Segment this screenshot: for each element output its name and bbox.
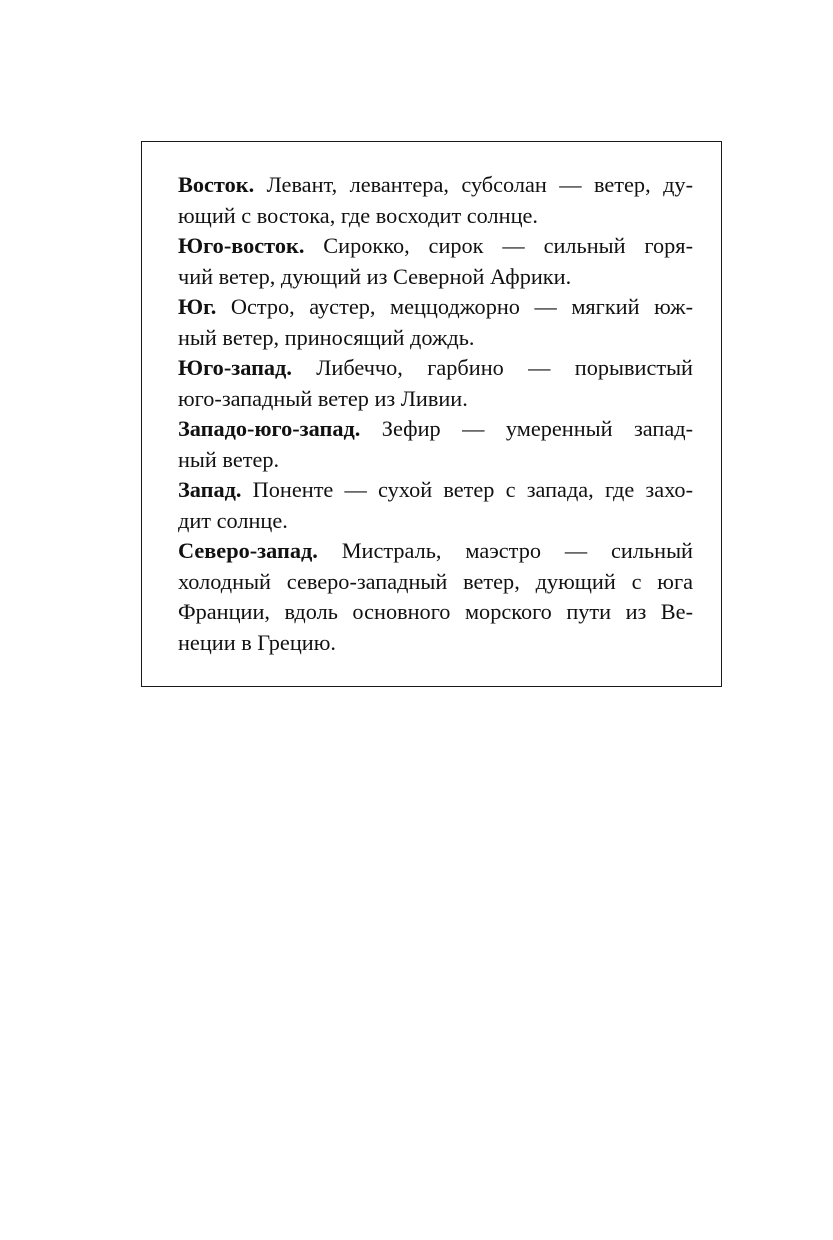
entry-text: Зефир — умеренный запад- — [360, 416, 693, 441]
entry-text: Либеччо, гарбино — порывистый — [291, 355, 693, 380]
entry-line: юго-западный ветер из Ливии. — [178, 385, 468, 411]
entry-term: Юго-запад. — [178, 355, 292, 380]
entry-line — [178, 536, 693, 567]
entry-term: Запад. — [178, 477, 242, 502]
entry-northwest — [178, 536, 693, 658]
entry-line: чий ветер, дующий из Северной Африки. — [178, 263, 572, 289]
entry-text: Мистраль, маэстро — сильный — [317, 538, 693, 563]
entry-line: ный ветер. — [178, 446, 280, 472]
entry-line: дит солнце. — [178, 507, 288, 533]
winds-sidebar-box — [141, 141, 722, 687]
entry-text: Сирокко, сирок — сильный горя- — [304, 233, 693, 258]
entry-term: Юго-восток. — [178, 233, 305, 258]
entry-line — [178, 170, 693, 201]
entry-text: Поненте — сухой ветер с запада, где захо- — [241, 477, 693, 502]
entry-line: ющий с востока, где восходит солнце. — [178, 202, 538, 228]
entry-line: неции в Грецию. — [178, 629, 336, 655]
entry-text: Левант, левантера, субсолан — ветер, ду- — [254, 172, 693, 197]
entry-east — [178, 170, 693, 231]
entry-line: ный ветер, приносящий дождь. — [178, 324, 475, 350]
entry-line: Франции, вдоль основного морского пути из Ве- — [178, 599, 693, 624]
entry-line: холодный северо-западный ветер, дующий с юга — [178, 568, 693, 594]
entry-line — [178, 231, 693, 262]
entry-west — [178, 475, 693, 536]
entry-west-southwest — [178, 414, 693, 475]
entry-term: Юг. — [178, 294, 217, 319]
entry-text: Остро, аустер, меццоджорно — мягкий юж- — [216, 294, 693, 319]
entry-line — [178, 414, 693, 445]
entry-line — [178, 292, 693, 323]
entry-line — [178, 475, 693, 506]
entry-south — [178, 292, 693, 353]
entry-term: Восток. — [178, 172, 255, 197]
entry-line — [178, 353, 693, 384]
entry-term: Северо-запад. — [178, 538, 318, 563]
entry-southwest — [178, 353, 693, 414]
wind-entries — [178, 170, 693, 658]
entry-term: Западо-юго-запад. — [178, 416, 361, 441]
entry-southeast — [178, 231, 693, 292]
